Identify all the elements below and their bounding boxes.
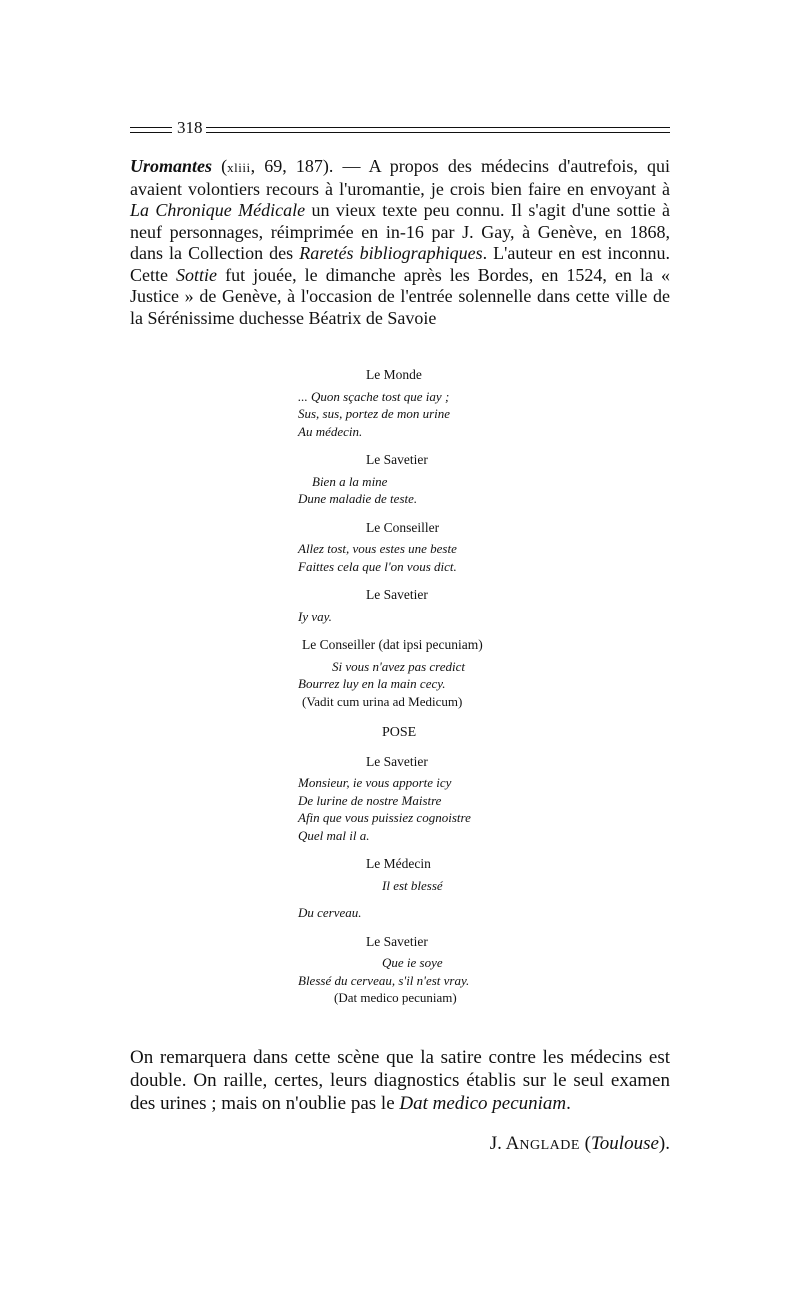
verse-line: Il est blessé: [382, 877, 443, 893]
speaker-le-monde: Le Monde: [366, 367, 422, 382]
conclusion-end: .: [566, 1093, 571, 1115]
header-rule-left: [130, 127, 172, 133]
verse-line: Bien a la mine: [312, 473, 388, 489]
verse-line: Du cerveau.: [298, 905, 362, 920]
verse-line: Si vous n'avez pas credict: [332, 658, 465, 674]
collection-title: Raretés bibliographiques: [299, 243, 483, 263]
conclusion-paragraph: [130, 1046, 670, 1116]
intro-text-4: fut jouée, le dimanche après les Bordes, en 1524, en la « Justice » de Genève, à l'occasion de l'entrée solennelle dans cette ville de la Sérénissime duchesse Béatrix de Savoie: [130, 264, 670, 328]
verse-line: Afin que vous puissiez cognoistre: [298, 810, 471, 825]
author-signature: [470, 1132, 670, 1158]
verse-line: Blessé du cerveau, s'il n'est vray.: [298, 972, 470, 988]
verse-line: Que ie soye: [382, 955, 443, 970]
ref-roman: xliii: [227, 160, 251, 175]
stage-direction: (Vadit cum urina ad Medicum): [302, 693, 463, 709]
page-header: [130, 118, 670, 140]
stage-direction: (Dat medico pecuniam): [334, 990, 457, 1005]
place-open: (: [579, 1133, 591, 1154]
verse-line: Allez tost, vous estes une beste: [298, 541, 457, 556]
entry-title: Uromantes: [130, 156, 213, 176]
journal-title: La Chronique Médicale: [130, 200, 306, 220]
verse-line: Bourrez luy en la main cecy.: [298, 676, 446, 691]
sottie-word: Sottie: [176, 264, 218, 285]
speaker-le-savetier: Le Savetier: [366, 933, 428, 949]
author-initial: J. A: [489, 1133, 520, 1154]
verse-line: Quel mal il a.: [298, 827, 370, 843]
intro-paragraph: [130, 156, 670, 329]
ref-rest: , 69, 187). — A propos des médecins d'autrefois, qui avaient volontiers recours à l'uromantie, je crois bien faire en envoyant à: [130, 156, 670, 199]
conclusion-text: On remarquera dans cette scène que la satire contre les médecins est double. On raille, certes, leurs diagnostics établis sur le seul examen des urines ; mais on n'oublie pas le: [130, 1047, 670, 1115]
speaker-le-savetier: Le Savetier: [366, 452, 428, 467]
verse-line: Sus, sus, portez de mon urine: [298, 406, 451, 421]
intro-text-3: . L'auteur en est inconnu. Cette: [130, 243, 671, 285]
intro-text-2: un vieux texte peu connu. Il s'agit d'une sottie à neuf personnages, réimprimée en in-16 par J. Gay, à Genève, en 1868, dans la Collection des: [130, 200, 670, 263]
speaker-le-savetier: Le Savetier: [366, 587, 428, 602]
place-close: ).: [658, 1133, 670, 1154]
verse-line: Dune maladie de teste.: [298, 491, 418, 506]
verse-line: Monsieur, ie vous apporte icy: [298, 775, 452, 790]
header-rule-right: [206, 127, 670, 133]
page-number: 318: [177, 118, 203, 137]
verse-line: Au médecin.: [298, 423, 363, 439]
verse-line: Iy vay.: [298, 608, 332, 624]
speaker-le-conseiller: Le Conseiller (dat ipsi pecuniam): [302, 637, 483, 652]
verse-line: De lurine de nostre Maistre: [298, 792, 442, 808]
latin-phrase: Dat medico pecuniam: [399, 1093, 567, 1115]
speaker-le-medecin: Le Médecin: [366, 856, 431, 871]
verse-line: Faittes cela que l'on vous dict.: [298, 558, 457, 574]
verse-line: ... Quon sçache tost que iay ;: [298, 388, 450, 404]
verse-excerpt: [298, 366, 598, 1007]
ref-open: (: [221, 156, 228, 176]
speaker-le-conseiller: Le Conseiller: [366, 519, 440, 535]
author-surname: NGLADE: [519, 1138, 580, 1153]
speaker-le-savetier: Le Savetier: [366, 753, 428, 769]
pose-heading: POSE: [382, 725, 417, 740]
author-place: Toulouse: [590, 1133, 659, 1154]
